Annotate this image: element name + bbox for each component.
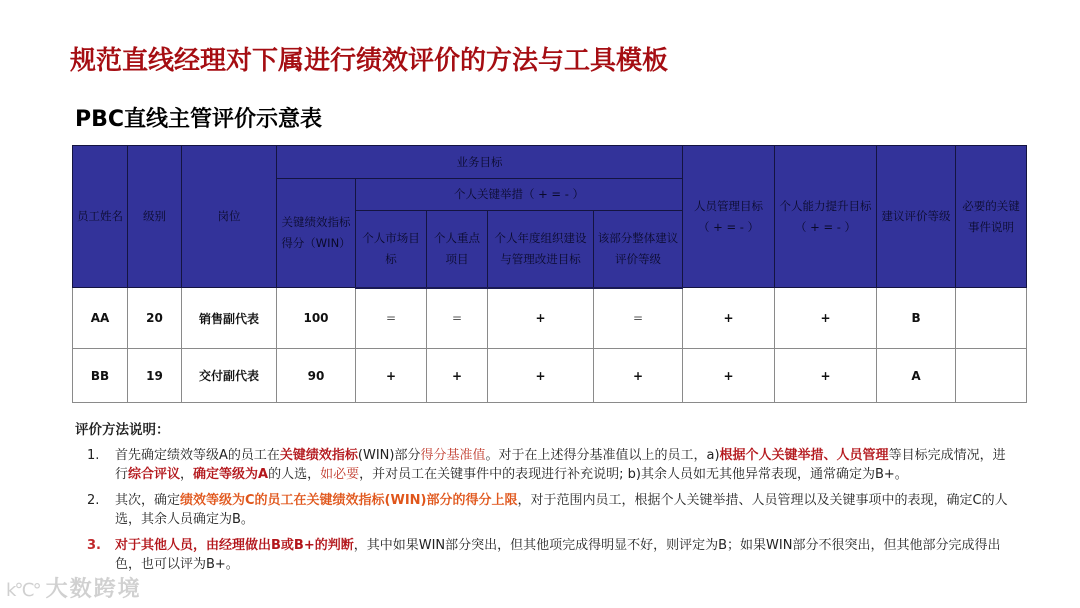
evaluation-method-section — [75, 418, 1035, 581]
header-org-building: 个人年度组织建设与管理改进目标 — [488, 211, 594, 288]
cell-org: + — [488, 288, 594, 349]
cell-kpi: 100 — [277, 288, 356, 349]
cell-name: BB — [73, 349, 128, 403]
header-market-goal: 个人市场目标 — [356, 211, 427, 288]
cell-people: + — [683, 349, 775, 403]
cell-capability: + — [775, 288, 877, 349]
header-dept-rating: 该部分整体建议评价等级 — [594, 211, 683, 288]
cell-rating: A — [877, 349, 956, 403]
cell-dept: = — [594, 288, 683, 349]
header-key-project: 个人重点项目 — [427, 211, 488, 288]
cell-dept: + — [594, 349, 683, 403]
cell-people: + — [683, 288, 775, 349]
cell-events — [956, 288, 1027, 349]
table-row — [73, 288, 1027, 349]
header-suggested-rating: 建议评价等级 — [877, 146, 956, 288]
pbc-evaluation-table — [72, 145, 1027, 403]
item-number: 2. — [87, 493, 100, 508]
cell-org: + — [488, 349, 594, 403]
watermark — [6, 572, 142, 603]
cell-rating: B — [877, 288, 956, 349]
header-key-actions: 个人关键举措（ + = - ） — [356, 179, 683, 211]
watermark-text: 大数跨境 — [45, 577, 142, 602]
header-business-goals: 业务目标 — [277, 146, 683, 179]
cell-position: 销售副代表 — [182, 288, 277, 349]
method-item-2 — [75, 491, 1035, 529]
method-title: 评价方法说明： — [75, 422, 170, 438]
item-number: 3. — [87, 538, 101, 553]
header-kpi-score: 关键绩效指标得分（WIN） — [277, 179, 356, 288]
header-level: 级别 — [128, 146, 182, 288]
cell-project: + — [427, 349, 488, 403]
table-title: PBC直线主管评价示意表 — [75, 107, 323, 132]
header-employee-name: 员工姓名 — [73, 146, 128, 288]
cell-project: = — [427, 288, 488, 349]
item-number: 1. — [87, 448, 100, 463]
page-title: 规范直线经理对下属进行绩效评价的方法与工具模板 — [70, 46, 669, 76]
method-item-1 — [75, 446, 1035, 484]
table-row — [73, 349, 1027, 403]
cell-market: = — [356, 288, 427, 349]
cell-market: + — [356, 349, 427, 403]
item-text: 对于其他人员，由经理做出B或B+的判断，其中如果WIN部分突出，但其他项完成得明显不好，则评定为B；如果WIN部分不很突出，但其他部分完成得出色，也可以评为B+。 — [115, 538, 1001, 572]
cell-level: 19 — [128, 349, 182, 403]
method-item-3 — [75, 536, 1035, 574]
cell-level: 20 — [128, 288, 182, 349]
cell-events — [956, 349, 1027, 403]
item-text: 首先确定绩效等级A的员工在关键绩效指标(WIN)部分得分基准值。对于在上述得分基准值以上的员工，a)根据个人关键举措、人员管理等目标完成情况，进行综合评议，确定等级为A的人选，如必要，并对员工在关键事件中的表现进行补充说明; b)其余人员如无其他异常表现，通常确定为B+。 — [115, 448, 1006, 482]
watermark-logo-icon: k℃° — [6, 580, 40, 601]
cell-kpi: 90 — [277, 349, 356, 403]
header-key-events: 必要的关键事件说明 — [956, 146, 1027, 288]
header-position: 岗位 — [182, 146, 277, 288]
header-people-mgmt: 人员管理目标 （ + = - ） — [683, 146, 775, 288]
item-text: 其次，确定绩效等级为C的员工在关键绩效指标(WIN)部分的得分上限，对于范围内员工，根据个人关键举措、人员管理以及关键事项中的表现，确定C的人选，其余人员确定为B。 — [115, 493, 1008, 527]
cell-capability: + — [775, 349, 877, 403]
cell-position: 交付副代表 — [182, 349, 277, 403]
header-capability: 个人能力提升目标 （ + = - ） — [775, 146, 877, 288]
cell-name: AA — [73, 288, 128, 349]
